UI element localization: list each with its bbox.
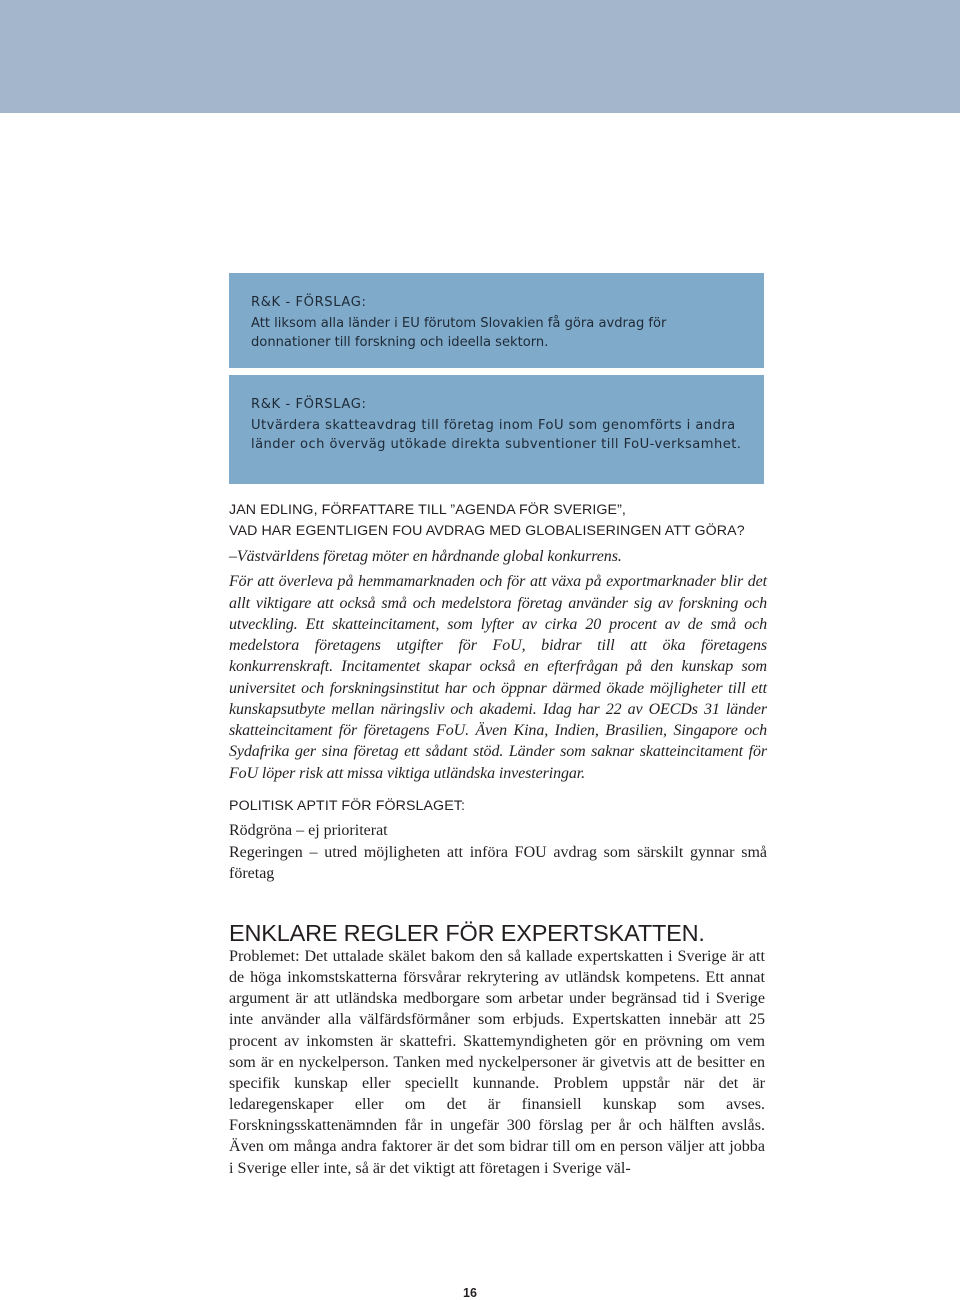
proposal-label: R&K - FÖRSLAG:	[251, 397, 367, 412]
political-appetite-redgreen: Rödgröna – ej prioriterat	[229, 822, 388, 839]
expert-tax-title: ENKLARE REGLER FÖR EXPERTSKATTEN.	[229, 920, 705, 946]
political-appetite-government: Regeringen – utred möjligheten att införa FOU avdrag som särskilt gynnar små företag	[229, 843, 767, 882]
proposal-text: Att liksom alla länder i EU förutom Slovakien få göra avdrag för donnationer till forskning och ideella sektorn.	[251, 316, 667, 350]
interview-heading	[229, 500, 769, 542]
expert-tax-body: Problemet: Det uttalade skälet bakom den så kallade expertskatten i Sverige är att de höga inkomstskatterna försvårar rekrytering av utländsk kompetens. Ett annat argument är att utländska medborgare som arbetar under begränsad tid i Sverige inte använder alla välfärdsförmåner som erbjuds. Expertskatten innebär att 25 procent av inkomsten är skattefri. Skattemyndigheten gör en prövning om vem som är en nyckelperson. Tanken med nyckelpersoner är givetvis att de besitter en specifik kunskap eller speciellt kunnande. Problem uppstår när det är ledaregenskaper eller om det är finansiell kunskap som avses. Forskningsskattenämnden får in ungefär 300 förslag per år och hälften avslås. Även om många andra faktorer är det som bidrar till om en person väljer att jobba i Sverige eller inte, så är det viktigt att företagen i Sverige väl-	[229, 948, 765, 1177]
proposal-box-rnd-tax	[229, 375, 764, 484]
proposal-text: Utvärdera skatteavdrag till företag inom FoU som genomförts i andra länder och överväg utökade direkta subventioner till FoU-verksamhet.	[251, 418, 742, 452]
political-appetite-list	[229, 820, 767, 885]
political-appetite-heading: POLITISK APTIT FÖR FÖRSLAGET:	[229, 798, 465, 814]
proposal-label: R&K - FÖRSLAG:	[251, 295, 367, 310]
interview-answer	[229, 546, 767, 784]
proposal-box-donations	[229, 273, 764, 368]
interview-heading-line-1: JAN EDLING, FÖRFATTARE TILL ”AGENDA FÖR SVERIGE”,	[229, 502, 626, 518]
header-band	[0, 0, 960, 113]
interview-lead: –Västvärldens företag möter en hårdnande global konkurrens.	[229, 548, 622, 565]
page-number: 16	[463, 1286, 477, 1300]
interview-heading-line-2: VAD HAR EGENTLIGEN FOU AVDRAG MED GLOBALISERINGEN ATT GÖRA?	[229, 523, 745, 539]
interview-body-text: För att överleva på hemmamarknaden och för att växa på exportmarknader blir det allt viktigare att också små och medelstora företag använder sig av forskning och utveckling. Ett skatteincitament, som lyfter av cirka 20 procent av de små och medelstora företagens utgifter för FoU, bidrar till att öka företagens konkurrenskraft. Incitamentet skapar också en efterfrågan på den kunskap som universitet och forskningsinstitut har och öppnar därmed ökade möjligheter till ett kunskapsutbyte mellan näringsliv och akademi. Idag har 22 av OECDs 31 länder skatteincitament för företagens FoU. Även Kina, Indien, Brasilien, Singapore och Sydafrika ger sina företag ett sådant stöd. Länder som saknar skatteincitament för FoU löper risk att missa viktiga utländska investeringar.	[229, 573, 767, 782]
